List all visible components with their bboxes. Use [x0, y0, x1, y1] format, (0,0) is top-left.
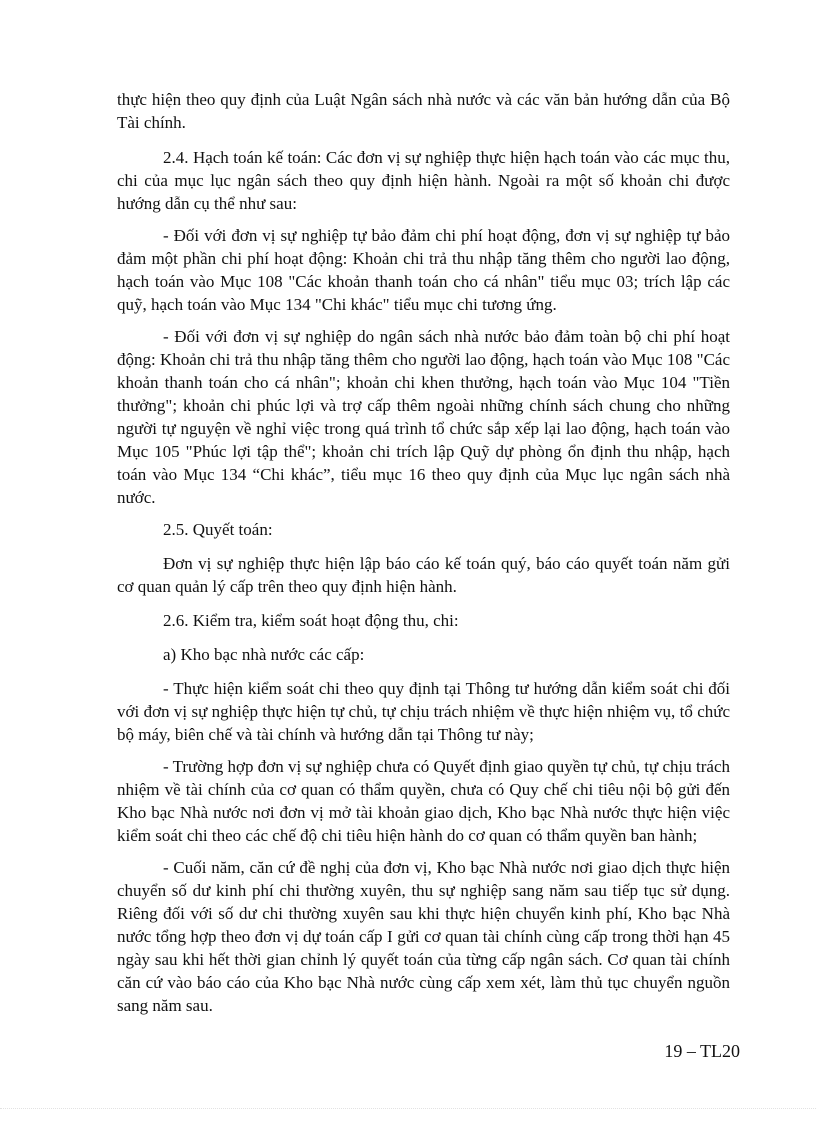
page-bottom-divider [0, 1108, 816, 1109]
paragraph-section-2-4: 2.4. Hạch toán kế toán: Các đơn vị sự nghiệp thực hiện hạch toán vào các mục thu, chi của mục lục ngân sách theo quy định hiện hành. Ngoài ra một số khoản chi được hướng dẫn cụ thể như sau: [117, 148, 730, 213]
paragraph-year-end-transfer: - Cuối năm, căn cứ đề nghị của đơn vị, Kho bạc Nhà nước nơi giao dịch thực hiện chuyển số dư kinh phí chi thường xuyên, thu sự nghiệp sang năm sau tiếp tục sử dụng. Riêng đối với số dư chi thường xuyên sau khi thực hiện chuyển kinh phí, Kho bạc Nhà nước tổng hợp theo đơn vị dự toán cấp I gửi cơ quan tài chính cùng cấp trong thời hạn 45 ngày sau khi hết thời gian chỉnh lý quyết toán của từng cấp ngân sách. Cơ quan tài chính căn cứ vào báo cáo của Kho bạc Nhà nước cùng cấp xem xét, làm thủ tục chuyển nguồn sang năm sau. [117, 858, 730, 1015]
paragraph-continuation: thực hiện theo quy định của Luật Ngân sách nhà nước và các văn bản hướng dẫn của Bộ Tài chính. [117, 90, 730, 132]
heading-section-2-5: 2.5. Quyết toán: [163, 520, 273, 539]
body-text [117, 88, 730, 1017]
page-number: 19 – TL20 [664, 1041, 740, 1061]
paragraph-expenditure-control: - Thực hiện kiểm soát chi theo quy định tại Thông tư hướng dẫn kiểm soát chi đối với đơn vị sự nghiệp thực hiện tự chủ, tự chịu trách nhiệm về thực hiện nhiệm vụ, tổ chức bộ máy, biên chế và tài chính và hướng dẫn tại Thông tư này; [117, 679, 730, 744]
subheading-treasury: a) Kho bạc nhà nước các cấp: [163, 645, 365, 664]
paragraph-self-funded-units: - Đối với đơn vị sự nghiệp tự bảo đảm chi phí hoạt động, đơn vị sự nghiệp tự bảo đảm một phần chi phí hoạt động: Khoản chi trả thu nhập tăng thêm cho người lao động, hạch toán vào Mục 108 "Các khoản thanh toán cho cá nhân" tiểu mục 03; trích lập các quỹ, hạch toán vào Mục 134 "Chi khác" tiểu mục chi tương ứng. [117, 226, 730, 314]
paragraph-no-autonomy-decision: - Trường hợp đơn vị sự nghiệp chưa có Quyết định giao quyền tự chủ, tự chịu trách nhiệm về tài chính của cơ quan có thẩm quyền, chưa có Quy chế chi tiêu nội bộ gửi đến Kho bạc Nhà nước nơi đơn vị mở tài khoản giao dịch, Kho bạc Nhà nước thực hiện việc kiểm soát chi theo các chế độ chi tiêu hiện hành do cơ quan có thẩm quyền ban hành; [117, 757, 730, 845]
paragraph-state-funded-units: - Đối với đơn vị sự nghiệp do ngân sách nhà nước bảo đảm toàn bộ chi phí hoạt động: Khoản chi trả thu nhập tăng thêm cho người lao động, hạch toán vào Mục 108 "Các khoản thanh toán cho cá nhân"; khoản chi khen thưởng, hạch toán vào Mục 104 "Tiền thưởng"; khoản chi phúc lợi và trợ cấp thêm ngoài những chính sách chung cho những người tự nguyện về nghỉ việc trong quá trình tổ chức sắp xếp lại lao động, hạch toán vào Mục 105 "Phúc lợi tập thể"; khoản chi trích lập Quỹ dự phòng ổn định thu nhập, hạch toán vào Mục 134 “Chi khác”, tiểu mục 16 theo quy định của Mục lục ngân sách nhà nước. [117, 327, 730, 507]
heading-section-2-6: 2.6. Kiểm tra, kiểm soát hoạt động thu, chi: [163, 611, 459, 630]
paragraph-settlement: Đơn vị sự nghiệp thực hiện lập báo cáo kế toán quý, báo cáo quyết toán năm gửi cơ quan quản lý cấp trên theo quy định hiện hành. [117, 554, 730, 596]
